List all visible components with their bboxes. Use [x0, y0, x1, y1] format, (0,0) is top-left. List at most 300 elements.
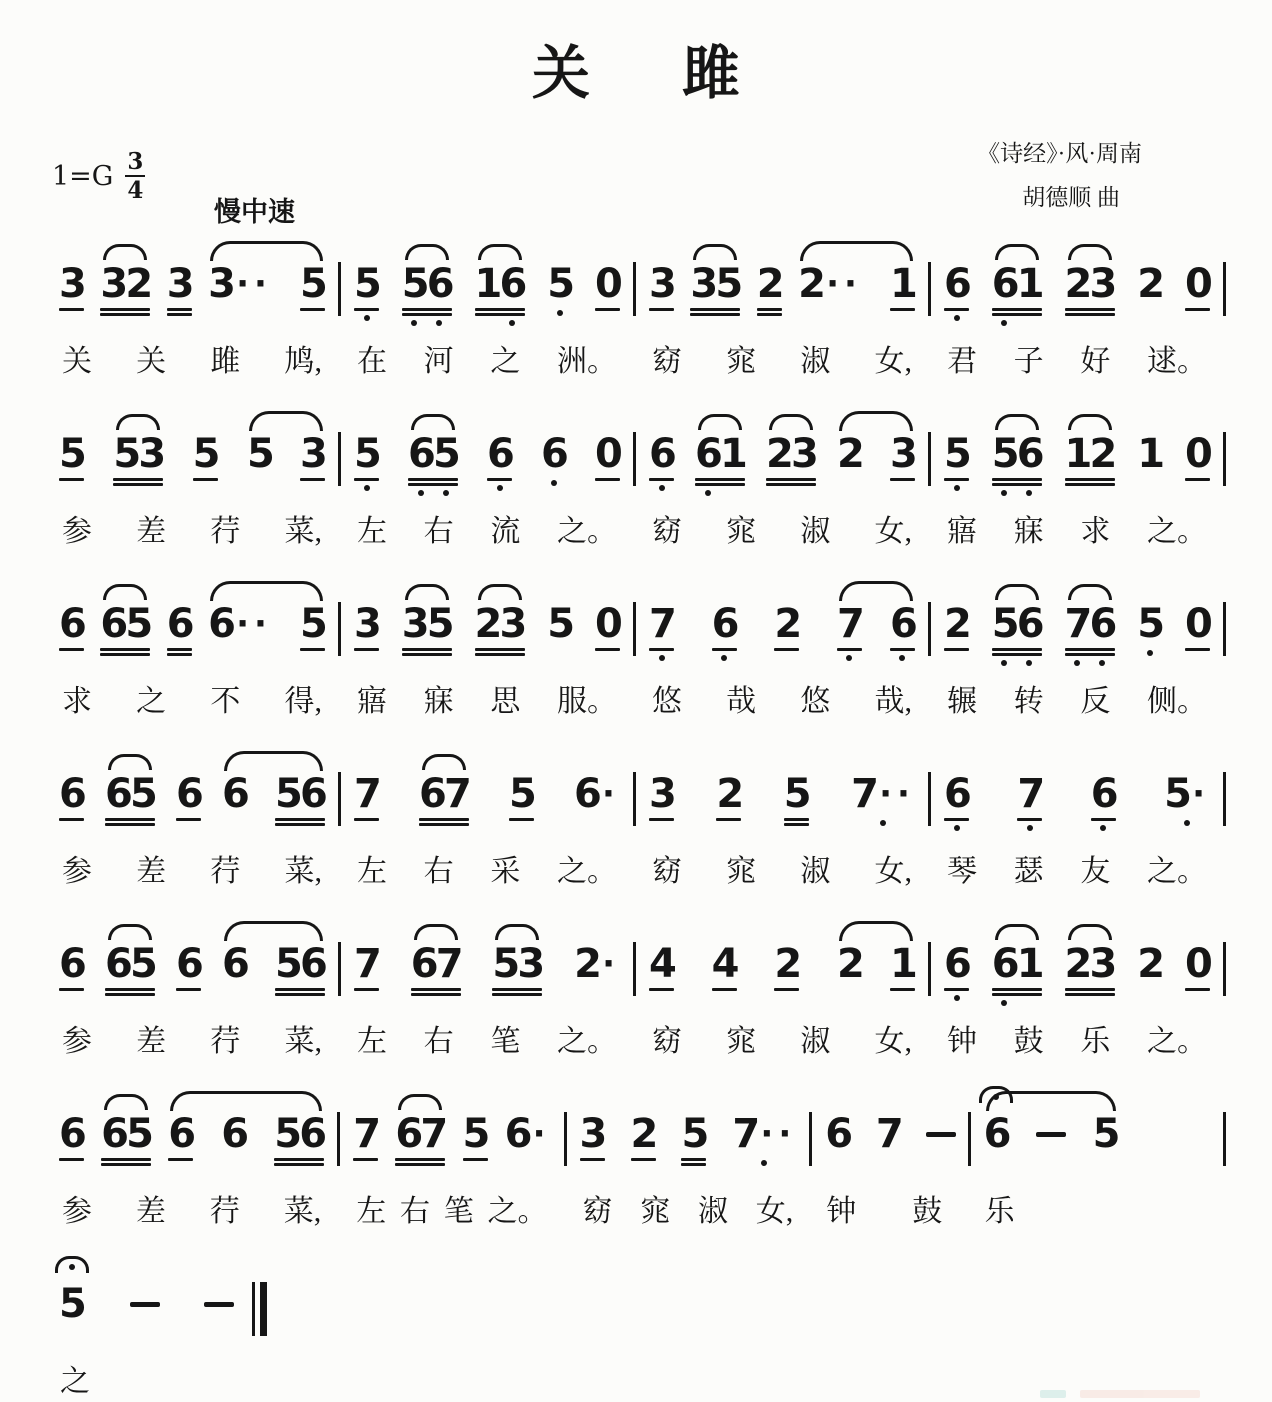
underlines: [690, 306, 740, 316]
lyric-syllable: 淑: [698, 1195, 729, 1228]
underlines: [300, 306, 325, 311]
note-group: [353, 772, 380, 821]
note-digits: [574, 942, 620, 986]
underline: [649, 818, 674, 821]
note-group: [1090, 772, 1117, 833]
note-group: [943, 942, 970, 1003]
note-digit: 5: [125, 601, 154, 647]
note-group: [112, 431, 167, 486]
underlines: [101, 1156, 151, 1166]
octave-dot: [1074, 660, 1080, 666]
note-digit: 6: [100, 601, 129, 647]
underline: [463, 1158, 488, 1161]
key-signature: [52, 150, 145, 202]
note-digit: 0: [1185, 261, 1213, 307]
note-digit: 0: [1185, 431, 1213, 477]
octave-dot: [1001, 1000, 1007, 1006]
lyric-syllable: 窕: [640, 1195, 671, 1228]
lyric-syllable: 子: [1013, 345, 1044, 378]
lyric-syllable: 菜,: [283, 1195, 322, 1228]
underline: [766, 483, 816, 486]
underline: [1065, 483, 1115, 486]
measure: [971, 1086, 1223, 1232]
staff-line: [46, 236, 1226, 382]
note-digit: 5: [192, 431, 221, 477]
underline: [300, 478, 325, 481]
octave-dot: [551, 480, 557, 486]
lyric-syllable: 悠: [800, 685, 831, 718]
octave-dots: [402, 316, 452, 328]
lyrics-row: [636, 1022, 928, 1062]
note-digit: 1: [1016, 941, 1045, 987]
slur-arc: [103, 244, 147, 260]
note-digit: 2: [474, 601, 503, 647]
octave-dots: [487, 481, 512, 493]
lyric-syllable: 左: [357, 1025, 387, 1058]
notes-row: [46, 236, 338, 340]
note-group: [167, 1111, 197, 1161]
note-group: [410, 942, 462, 996]
rest-dash: [926, 1132, 956, 1137]
note-digits: [221, 1111, 250, 1157]
note-group: [889, 942, 916, 991]
note-group: [573, 772, 621, 816]
underline: [411, 993, 461, 996]
lyric-syllable: 窈: [582, 1195, 613, 1228]
note-group: [594, 602, 621, 651]
note-digit: 7: [1017, 771, 1046, 817]
note-digit: 5: [113, 431, 142, 477]
underlines: [681, 1156, 706, 1166]
underline: [105, 993, 155, 996]
underline: [354, 648, 379, 651]
underlines: [631, 1156, 656, 1161]
lyric-syllable: 雎: [210, 345, 241, 378]
lyric-syllable: 之。: [556, 515, 617, 548]
underlines: [463, 1156, 488, 1161]
lyric-syllable: 右: [400, 1195, 431, 1228]
barline: [1223, 1112, 1226, 1166]
note-digit: 0: [1185, 941, 1213, 987]
lyric-syllable: 悠: [652, 685, 682, 718]
lyric-syllable: 求: [1080, 515, 1111, 548]
note-digit: 6: [395, 1111, 424, 1157]
note-digit: 2: [756, 261, 785, 307]
lyric-syllable: 女,: [874, 1025, 912, 1058]
note-digits: [756, 261, 785, 307]
note-group: [220, 1111, 250, 1157]
note-group: [648, 772, 675, 821]
note-group: [594, 262, 621, 311]
slur-span: [207, 262, 326, 311]
notes-row: [636, 746, 928, 850]
note-digits: [222, 771, 250, 817]
slur-arc: [116, 414, 160, 430]
note-digit: 1: [889, 941, 918, 987]
note-group: [824, 1111, 854, 1157]
octave-dot: [659, 655, 665, 661]
lyrics-row: [636, 682, 928, 722]
note-group: [579, 1112, 606, 1161]
note-digits: [690, 261, 744, 307]
underlines: [408, 476, 458, 486]
measure: [636, 746, 928, 892]
underlines: [354, 816, 379, 821]
octave-dot-cell: [547, 306, 572, 318]
octave-dot-cell: [1017, 486, 1042, 498]
notes-row: [636, 576, 928, 680]
underline: [1185, 308, 1210, 311]
duration-dots: ··: [236, 264, 272, 304]
note-digit: 2: [774, 941, 803, 987]
note-digits: [274, 1111, 328, 1157]
underline: [992, 648, 1042, 651]
barline: [1223, 942, 1226, 996]
note-group: [58, 262, 85, 311]
note-group: [1184, 602, 1211, 651]
lyric-syllable: 右: [423, 855, 454, 888]
note-digit: 5: [783, 771, 812, 817]
measure: [46, 746, 338, 892]
octave-dot: [1027, 825, 1033, 831]
measure: [341, 746, 633, 892]
note-digits: [59, 431, 87, 477]
note-group: [689, 261, 744, 316]
slur-arc: [1068, 924, 1112, 940]
octave-dot: [1001, 660, 1007, 666]
underline: [167, 648, 192, 651]
note-digit: 6: [101, 1111, 129, 1157]
notes-row: [46, 1086, 337, 1190]
underline: [402, 653, 452, 656]
lyric-syllable: 之。: [1146, 515, 1207, 548]
underline: [944, 648, 969, 651]
underlines: [59, 816, 84, 821]
notes-row: [341, 576, 633, 680]
note-digits: [59, 771, 87, 817]
note-digits: [1064, 431, 1118, 477]
note-digit: 3: [649, 771, 677, 817]
score-line: [46, 236, 1226, 382]
underlines: [100, 646, 150, 656]
octave-dots: [1175, 816, 1200, 828]
slur-span: [246, 432, 326, 481]
measure: [636, 916, 928, 1062]
note-digits: [837, 431, 865, 477]
measure: [341, 576, 633, 722]
note-digit: 7: [354, 771, 382, 817]
underline: [1065, 313, 1115, 316]
notes-row: [567, 1086, 810, 1190]
underlines: [595, 476, 620, 481]
lyric-syllable: 淑: [800, 515, 831, 548]
note-group: [401, 602, 453, 656]
score-line: [46, 916, 1226, 1062]
underlines: [649, 986, 674, 991]
underline: [113, 478, 163, 481]
lyric-syllable: 菜,: [284, 515, 322, 548]
note-digit: 5: [547, 261, 576, 307]
page-title: [0, 0, 1272, 110]
note-digit: 5: [492, 941, 521, 987]
note-group: [756, 262, 783, 316]
slur-arc: [103, 584, 147, 600]
note-group: [573, 942, 621, 986]
octave-dots: [944, 991, 969, 1003]
underlines: [716, 816, 741, 821]
note-digit: 1: [1064, 431, 1093, 477]
lyric-syllable: 之: [60, 1365, 90, 1398]
slur-arc: [839, 921, 913, 941]
note-digit: 2: [1089, 431, 1118, 477]
note-digit: 2: [766, 431, 794, 477]
note-digits: [711, 941, 740, 987]
note-group: [594, 432, 621, 481]
slur-arc: [1068, 584, 1112, 600]
note-digits: [766, 431, 819, 477]
note-digit: 7: [732, 1111, 761, 1157]
lyric-syllable: 左: [357, 855, 387, 888]
octave-dots: [712, 651, 737, 663]
note-digits: [825, 1111, 854, 1157]
octave-dot: [1001, 490, 1007, 496]
note-group: [991, 602, 1043, 668]
note-digits: [354, 601, 382, 647]
notes-row: [46, 406, 338, 510]
lyric-syllable: 淑: [800, 1025, 831, 1058]
note-group: [491, 941, 546, 996]
lyric-syllable: 寤: [357, 685, 387, 718]
note-digits: [774, 601, 803, 647]
duration-dots: ·: [532, 1114, 551, 1154]
lyric-syllable: 左: [357, 515, 387, 548]
underlines: [992, 476, 1042, 486]
lyric-syllable: 在: [357, 345, 387, 378]
underline: [59, 1158, 84, 1161]
lyric-syllable: 参: [62, 1025, 92, 1058]
note-digit: 7: [836, 601, 865, 647]
underlines: [176, 816, 201, 821]
underlines: [1065, 986, 1115, 996]
lyric-syllable: 参: [62, 515, 92, 548]
note-group: [58, 1282, 85, 1326]
underlines: [168, 1156, 193, 1161]
octave-dot-cell: [890, 651, 915, 663]
octave-dot-cell: [1017, 656, 1042, 668]
underline: [105, 823, 155, 826]
staff-line: [46, 406, 1226, 552]
note-digit: 6: [825, 1111, 854, 1157]
note-group: [1136, 941, 1166, 987]
lyric-syllable: 女,: [755, 1195, 794, 1228]
underlines: [492, 986, 542, 996]
lyric-syllable: 琴: [947, 855, 977, 888]
underlines: [890, 476, 915, 481]
octave-dot: [1099, 660, 1105, 666]
note-digits: [166, 261, 195, 307]
slur-arc: [478, 584, 522, 600]
lyric-syllable: 采: [490, 855, 521, 888]
note-group: [474, 602, 526, 656]
octave-dot: [418, 490, 424, 496]
lyrics-row: [46, 512, 338, 552]
note-digits: [401, 261, 455, 307]
underline: [408, 478, 458, 481]
note-digit: 2: [944, 601, 972, 647]
octave-dot: [509, 320, 515, 326]
lyric-syllable: 女,: [874, 515, 912, 548]
note-group: [486, 432, 513, 493]
score-line: [46, 1086, 1226, 1232]
lyrics-row: [636, 342, 928, 382]
slur-arc: [210, 581, 323, 601]
note-digits: [275, 941, 328, 987]
underlines: [105, 816, 155, 826]
slur-arc: [224, 751, 323, 771]
note-digits: [889, 601, 918, 647]
octave-dots: [649, 651, 674, 663]
note-digits: [944, 261, 972, 307]
underline: [167, 313, 192, 316]
underline: [890, 988, 915, 991]
note-digit: 3: [208, 261, 236, 307]
note-digits: [944, 941, 972, 987]
note-group: [99, 601, 154, 656]
note-digit: 6: [983, 1111, 1012, 1157]
lyrics-row: [46, 342, 338, 382]
note-digit: 1: [474, 261, 503, 307]
note-group: [166, 262, 193, 316]
note-digits: [798, 262, 862, 306]
octave-dot-cell: [992, 996, 1017, 1008]
notes-row: [636, 916, 928, 1020]
note-digit: 6: [300, 941, 328, 987]
duration-dots: ··: [826, 264, 862, 304]
underline: [395, 1158, 445, 1161]
underlines: [167, 646, 192, 656]
underline: [419, 823, 469, 826]
note-digits: [59, 1111, 87, 1157]
slur-arc: [995, 414, 1039, 430]
underlines: [402, 306, 452, 316]
note-digit: 3: [299, 431, 328, 477]
note-digit: 4: [711, 941, 740, 987]
note-digits: [711, 601, 740, 647]
note-digits: [168, 1111, 197, 1157]
underlines: [402, 646, 452, 656]
octave-dots: [752, 1156, 777, 1168]
measure: [340, 1086, 563, 1232]
note-digit: 6: [176, 771, 204, 817]
note-digit: 0: [595, 431, 623, 477]
note-digits: [1137, 941, 1166, 987]
underline: [113, 483, 163, 486]
lyric-syllable: 钟: [947, 1025, 977, 1058]
note-digit: 2: [774, 601, 803, 647]
underline: [492, 988, 542, 991]
underlines: [59, 986, 84, 991]
slur-arc: [170, 1091, 322, 1111]
note-digit: 2: [836, 941, 865, 987]
note-digit: 6: [59, 601, 87, 647]
note-group: [353, 942, 380, 991]
underline: [475, 308, 525, 311]
note-digits: [1185, 431, 1213, 477]
note-digits: [851, 772, 915, 816]
note-digit: 5: [275, 771, 303, 817]
slur-arc: [224, 921, 323, 941]
note-group: [991, 432, 1043, 498]
slur-span: [983, 1112, 1119, 1156]
underline: [690, 313, 740, 316]
note-group: [407, 432, 459, 498]
lyric-syllable: 差: [136, 855, 167, 888]
note-digit: 3: [59, 261, 87, 307]
octave-dot-cell: [944, 821, 969, 833]
lyric-syllable: 求: [62, 685, 92, 718]
slur-span: [221, 942, 326, 996]
note-group: [694, 432, 746, 498]
underlines: [411, 986, 461, 996]
note-group: [991, 942, 1043, 1008]
underline: [580, 1158, 605, 1161]
underline: [690, 308, 740, 311]
composer-credit: 胡德顺 曲: [1022, 185, 1120, 210]
note-digit: 3: [401, 601, 430, 647]
notes-row: [636, 406, 928, 510]
octave-dots: [354, 311, 379, 323]
note-digits: [59, 1281, 87, 1327]
octave-dot: [497, 485, 503, 491]
note-digits: [649, 431, 677, 477]
lyric-syllable: 参: [62, 855, 92, 888]
underline: [649, 308, 674, 311]
octave-dot-cell: [649, 481, 674, 493]
slur-span: [836, 602, 916, 663]
note-digit: 6: [176, 941, 204, 987]
octave-dot-cell: [871, 816, 896, 828]
octave-dot: [761, 1160, 767, 1166]
underline: [167, 653, 192, 656]
lyric-syllable: 笔: [443, 1195, 474, 1228]
lyric-syllable: 鼓: [1013, 1025, 1044, 1058]
lyric-syllable: 淑: [800, 345, 831, 378]
underline: [757, 313, 782, 316]
note-digits: [681, 1111, 710, 1157]
note-group: [1064, 602, 1116, 668]
note-group: [104, 772, 156, 826]
note-digits: [1090, 771, 1119, 817]
note-digits: [474, 601, 528, 647]
lyric-syllable: 鼓: [912, 1195, 943, 1228]
notes-row: [636, 236, 928, 340]
lyrics-row: [341, 512, 633, 552]
staff-line: [46, 1086, 1226, 1232]
notes-row: [46, 916, 338, 1020]
lyric-syllable: 右: [423, 1025, 454, 1058]
note-group: [943, 772, 970, 833]
watermark-remnant: [1040, 1390, 1230, 1398]
note-digit: 3: [1089, 941, 1118, 987]
note-group: [99, 261, 154, 316]
underline: [419, 818, 469, 821]
octave-dots: [944, 821, 969, 833]
slur-arc: [104, 1094, 148, 1110]
note-digits: [59, 261, 87, 307]
note-digit: 6: [59, 771, 87, 817]
underlines: [774, 646, 799, 651]
note-group: [943, 432, 970, 493]
